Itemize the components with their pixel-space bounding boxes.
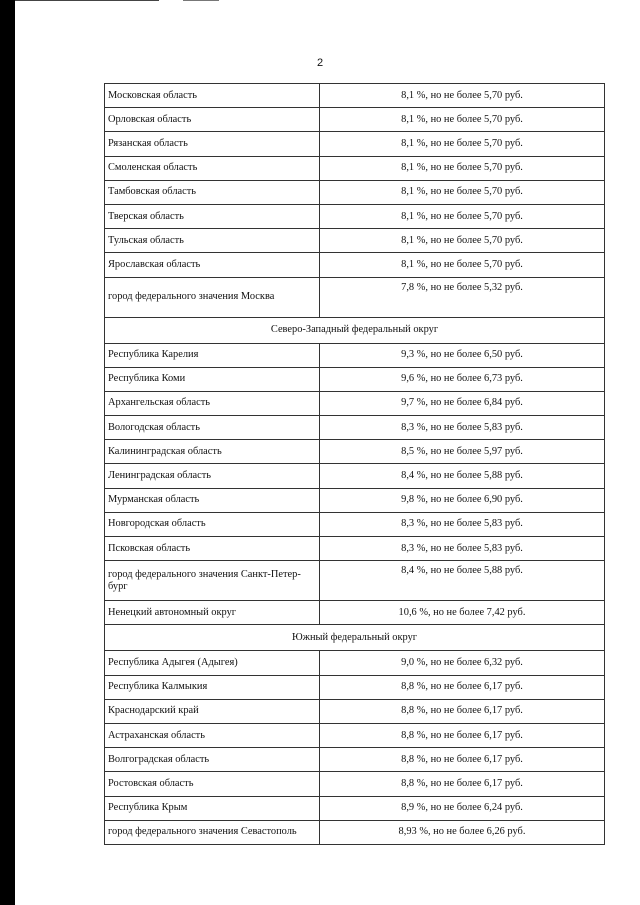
rate-cell: 9,3 %, но не более 6,50 руб.: [320, 343, 605, 367]
region-cell: город федерального значения Севастополь: [105, 820, 320, 844]
rate-cell: 9,8 %, но не более 6,90 руб.: [320, 488, 605, 512]
district-header-row: [105, 625, 605, 651]
rate-cell: 9,7 %, но не более 6,84 руб.: [320, 391, 605, 415]
region-cell: Ростовская область: [105, 772, 320, 796]
region-cell: Республика Адыгея (Адыгея): [105, 651, 320, 675]
rate-cell: 8,1 %, но не более 5,70 руб.: [320, 132, 605, 156]
region-cell: Краснодарский край: [105, 699, 320, 723]
region-cell: город федерального значения Санкт-Петер-бург: [105, 561, 320, 601]
scan-artifact: [15, 0, 255, 1]
region-cell: Ленинградская область: [105, 464, 320, 488]
rate-cell: 8,1 %, но не более 5,70 руб.: [320, 108, 605, 132]
region-cell: Республика Коми: [105, 367, 320, 391]
table-row: [105, 820, 605, 844]
district-header: Северо-Западный федеральный округ: [105, 317, 605, 343]
rate-cell: 8,1 %, но не более 5,70 руб.: [320, 229, 605, 253]
table-row: [105, 253, 605, 277]
table-row: [105, 748, 605, 772]
rate-cell: 8,3 %, но не более 5,83 руб.: [320, 537, 605, 561]
page-number: 2: [316, 57, 324, 69]
rate-cell: 10,6 %, но не более 7,42 руб.: [320, 601, 605, 625]
rate-cell: 8,8 %, но не более 6,17 руб.: [320, 772, 605, 796]
table-row: [105, 108, 605, 132]
table-row: [105, 464, 605, 488]
region-cell: Архангельская область: [105, 391, 320, 415]
region-cell: Псковская область: [105, 537, 320, 561]
table-row: [105, 84, 605, 108]
rate-cell: 8,4 %, но не более 5,88 руб.: [320, 561, 605, 601]
rates-table: [104, 83, 605, 845]
table-row: [105, 440, 605, 464]
table-row: [105, 699, 605, 723]
table-row: [105, 723, 605, 747]
region-cell: Мурманская область: [105, 488, 320, 512]
region-cell: Московская область: [105, 84, 320, 108]
rate-cell: 8,8 %, но не более 6,17 руб.: [320, 675, 605, 699]
table-row: [105, 772, 605, 796]
table-row: [105, 277, 605, 317]
region-cell: Астраханская область: [105, 723, 320, 747]
rate-cell: 8,3 %, но не более 5,83 руб.: [320, 512, 605, 536]
region-cell: Ненецкий автономный округ: [105, 601, 320, 625]
table-row: [105, 651, 605, 675]
district-header: Южный федеральный округ: [105, 625, 605, 651]
rate-cell: 8,5 %, но не более 5,97 руб.: [320, 440, 605, 464]
rate-cell: 8,1 %, но не более 5,70 руб.: [320, 253, 605, 277]
region-cell: Смоленская область: [105, 156, 320, 180]
rate-cell: 8,8 %, но не более 6,17 руб.: [320, 699, 605, 723]
table-row: [105, 204, 605, 228]
region-cell: Калининградская область: [105, 440, 320, 464]
table-row: [105, 156, 605, 180]
rate-cell: 8,8 %, но не более 6,17 руб.: [320, 748, 605, 772]
table-row: [105, 561, 605, 601]
rate-cell: 7,8 %, но не более 5,32 руб.: [320, 277, 605, 317]
rate-cell: 8,1 %, но не более 5,70 руб.: [320, 84, 605, 108]
region-cell: Республика Карелия: [105, 343, 320, 367]
rate-cell: 8,3 %, но не более 5,83 руб.: [320, 416, 605, 440]
region-cell: город федерального значения Москва: [105, 277, 320, 317]
table-row: [105, 391, 605, 415]
rate-cell: 8,1 %, но не более 5,70 руб.: [320, 180, 605, 204]
table-row: [105, 512, 605, 536]
table-row: [105, 180, 605, 204]
rate-cell: 8,93 %, но не более 6,26 руб.: [320, 820, 605, 844]
region-cell: Республика Крым: [105, 796, 320, 820]
table-row: [105, 229, 605, 253]
region-cell: Тульская область: [105, 229, 320, 253]
table-row: [105, 132, 605, 156]
rate-cell: 9,6 %, но не более 6,73 руб.: [320, 367, 605, 391]
table-row: [105, 488, 605, 512]
table-row: [105, 601, 605, 625]
region-cell: Рязанская область: [105, 132, 320, 156]
district-header-row: [105, 317, 605, 343]
rate-cell: 8,1 %, но не более 5,70 руб.: [320, 204, 605, 228]
region-cell: Орловская область: [105, 108, 320, 132]
table-row: [105, 537, 605, 561]
region-cell: Волгоградская область: [105, 748, 320, 772]
region-cell: Тамбовская область: [105, 180, 320, 204]
table-row: [105, 343, 605, 367]
region-cell: Тверская область: [105, 204, 320, 228]
rate-cell: 8,1 %, но не более 5,70 руб.: [320, 156, 605, 180]
table-row: [105, 675, 605, 699]
rate-cell: 8,4 %, но не более 5,88 руб.: [320, 464, 605, 488]
rate-cell: 8,8 %, но не более 6,17 руб.: [320, 723, 605, 747]
region-cell: Ярославская область: [105, 253, 320, 277]
rate-cell: 8,9 %, но не более 6,24 руб.: [320, 796, 605, 820]
scan-edge: [0, 0, 15, 905]
table-row: [105, 416, 605, 440]
region-cell: Вологодская область: [105, 416, 320, 440]
table-row: [105, 367, 605, 391]
rate-cell: 9,0 %, но не более 6,32 руб.: [320, 651, 605, 675]
table-row: [105, 796, 605, 820]
region-cell: Новгородская область: [105, 512, 320, 536]
region-cell: Республика Калмыкия: [105, 675, 320, 699]
